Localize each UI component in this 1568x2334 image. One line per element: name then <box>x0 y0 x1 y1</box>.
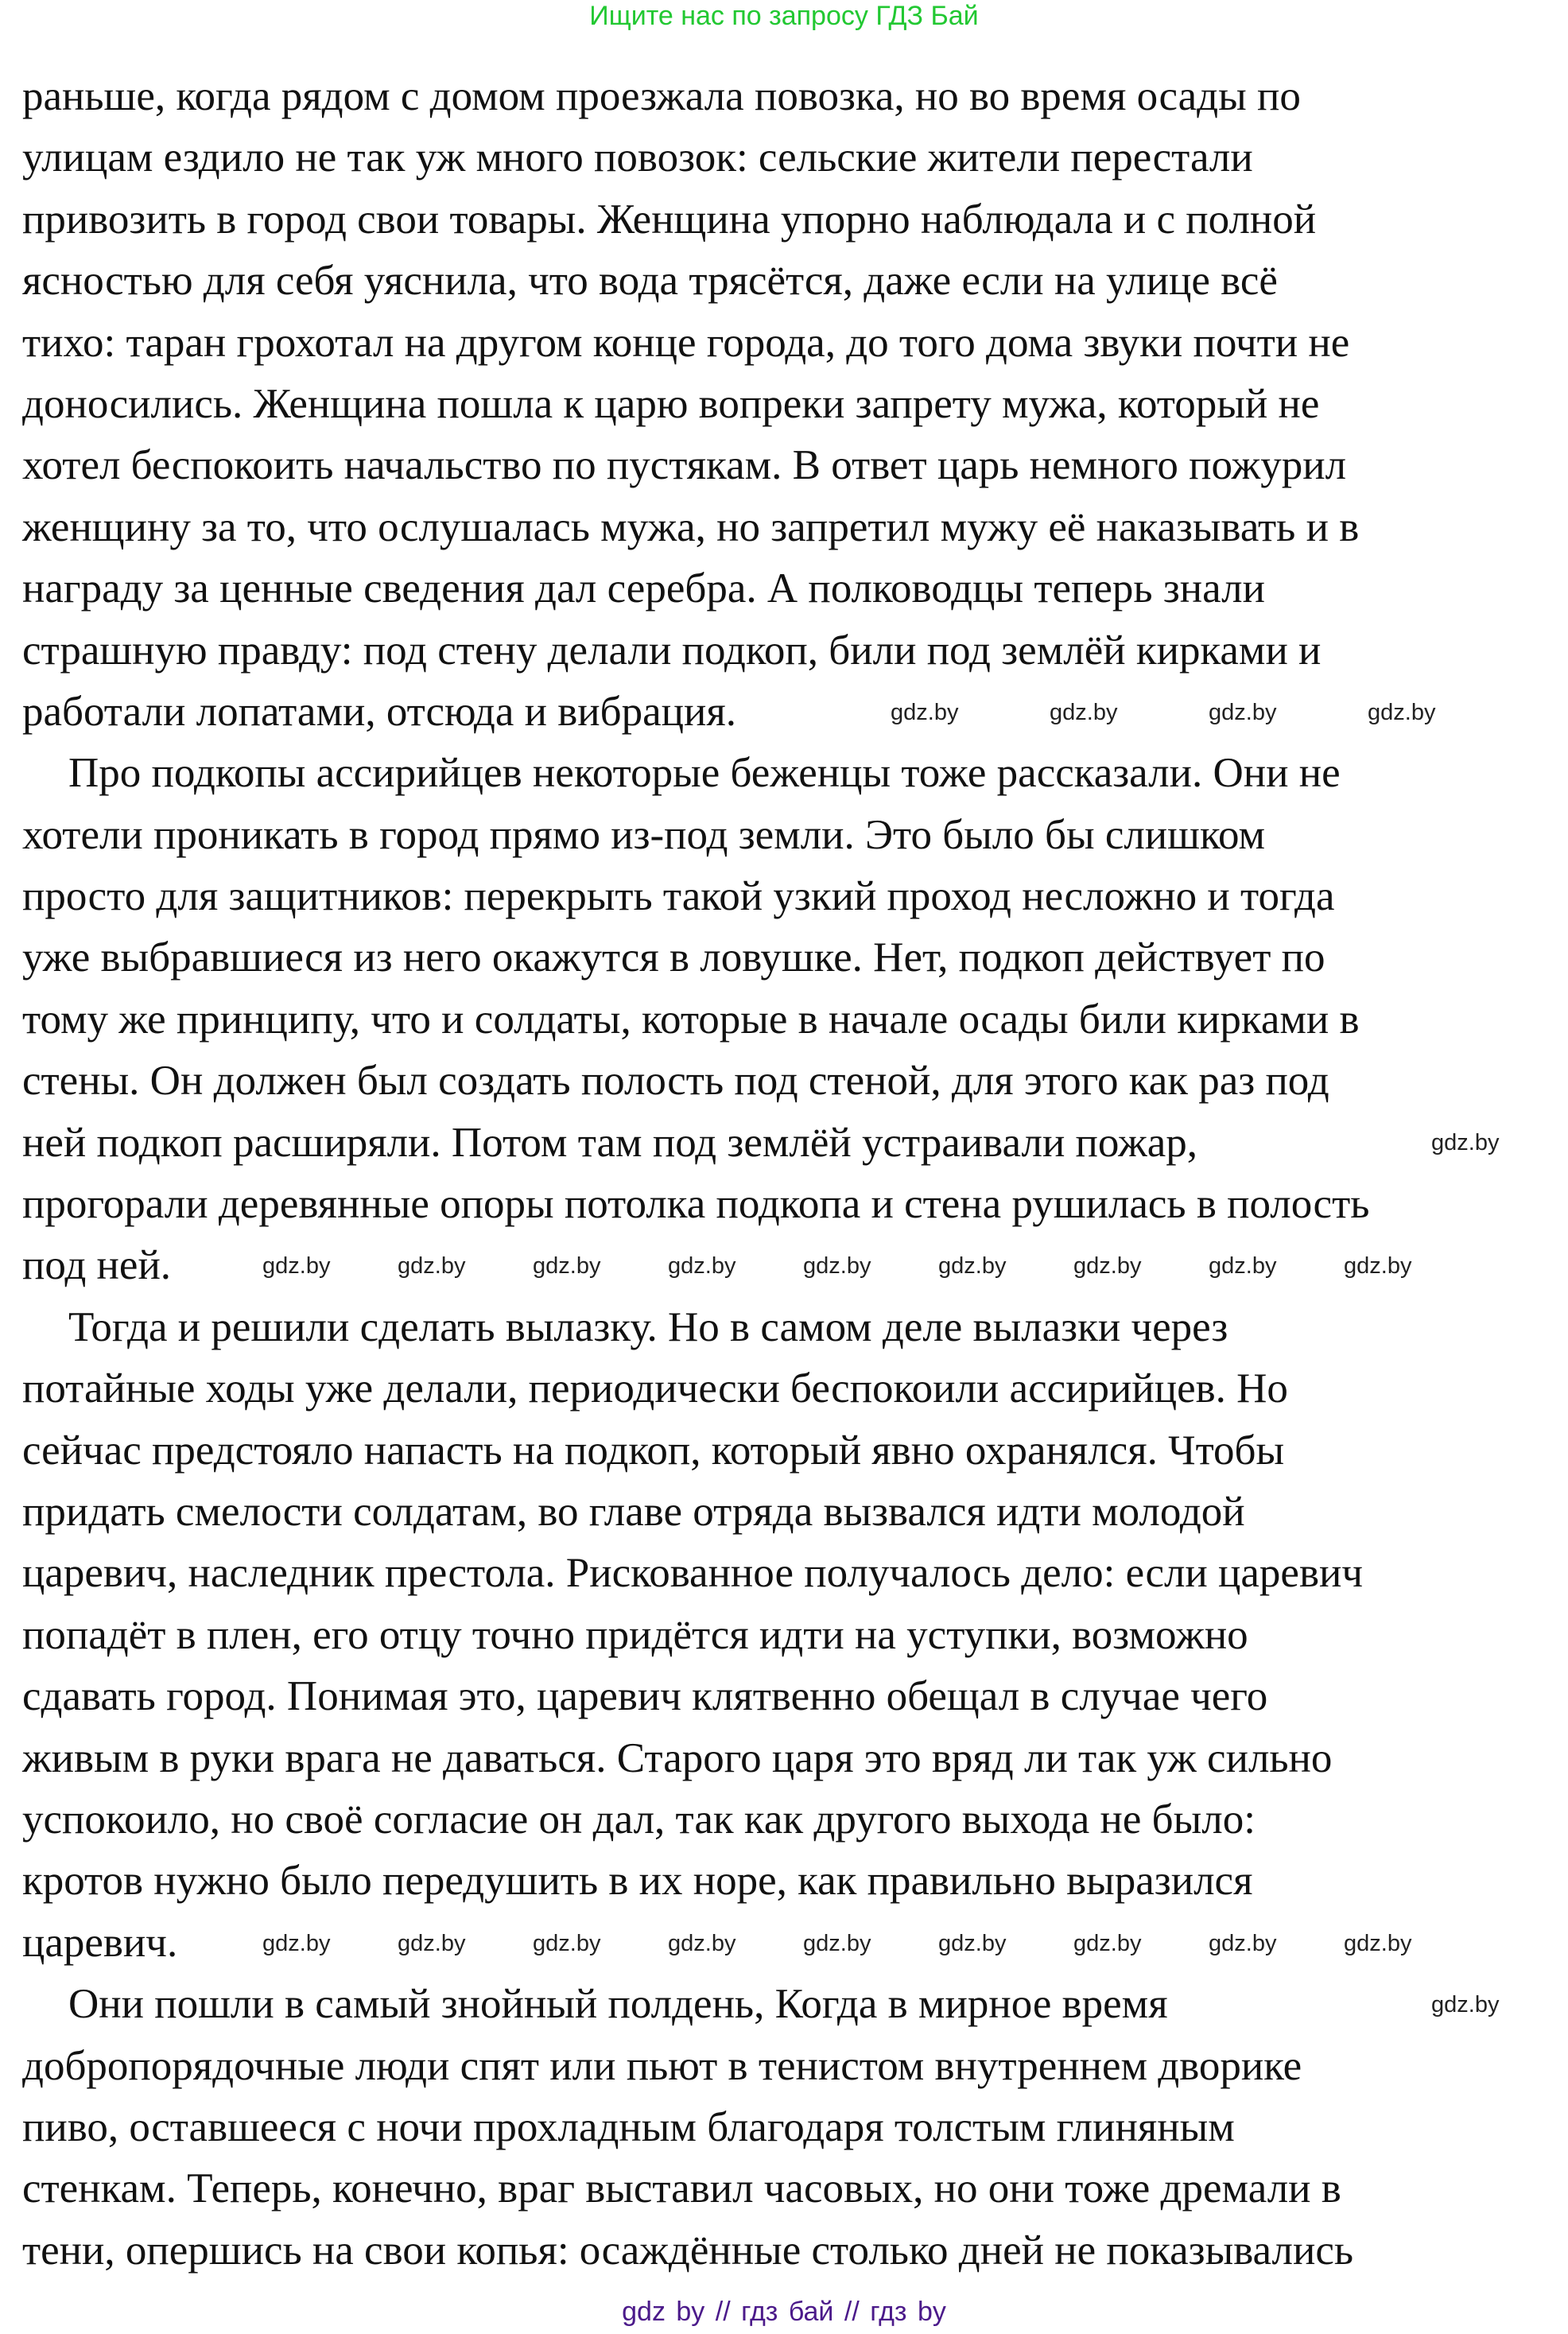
watermark: gdz.by <box>1368 700 1436 725</box>
watermark: gdz.by <box>533 1253 601 1279</box>
watermark: gdz.by <box>1209 1931 1277 1956</box>
text-line: под ней. <box>22 1242 172 1289</box>
text-line: придать смелости солдатам, во главе отряда вызвался идти молодой <box>22 1488 1245 1535</box>
watermark: gdz.by <box>1209 1253 1277 1279</box>
text-line: стенкам. Теперь, конечно, враг выставил часовых, но они тоже дремали в <box>22 2165 1341 2212</box>
text-line: успокоило, но своё согласие он дал, так как другого выхода не было: <box>22 1796 1256 1843</box>
text-line: сдавать город. Понимая это, царевич клятвенно обещал в случае чего <box>22 1673 1268 1720</box>
watermark: gdz.by <box>1431 1992 1500 2017</box>
text-line: раньше, когда рядом с домом проезжала повозка, но во время осады по <box>22 73 1301 119</box>
text-line: царевич, наследник престола. Рискованное получалось дело: если царевич <box>22 1550 1363 1597</box>
watermark: gdz.by <box>1073 1253 1142 1279</box>
watermark: gdz.by <box>1050 700 1118 725</box>
text-line: Они пошли в самый знойный полдень, Когда в мирное время <box>68 1981 1168 2028</box>
text-line: добропорядочные люди спят или пьют в тенистом внутреннем дворике <box>22 2042 1302 2089</box>
watermark: gdz.by <box>1073 1931 1142 1956</box>
text-line: сейчас предстояло напасть на подкоп, который явно охранялся. Чтобы <box>22 1427 1285 1474</box>
watermark: gdz.by <box>803 1253 871 1279</box>
watermark: gdz.by <box>398 1253 466 1279</box>
text-line: кротов нужно было передушить в их норе, как правильно выразился <box>22 1858 1253 1905</box>
text-line: царевич. <box>22 1919 178 1966</box>
watermark: gdz.by <box>668 1931 736 1956</box>
watermark: gdz.by <box>938 1253 1007 1279</box>
watermark: gdz.by <box>533 1931 601 1956</box>
text-line: живым в руки врага не даваться. Старого царя это вряд ли так уж сильно <box>22 1734 1333 1781</box>
watermark: gdz.by <box>398 1931 466 1956</box>
watermark: gdz.by <box>668 1253 736 1279</box>
footer-links: gdz by // гдз бай // гдз by <box>622 2297 946 2327</box>
text-line: прогорали деревянные опоры потолка подкопа и стена рушилась в полость <box>22 1181 1370 1228</box>
text-line: тому же принципу, что и солдаты, которые в начале осады били кирками в <box>22 996 1360 1043</box>
text-line: уже выбравшиеся из него окажутся в ловушке. Нет, подкоп действует по <box>22 934 1325 981</box>
text-line: ясностью для себя уяснила, что вода трясётся, даже если на улице всё <box>22 258 1278 305</box>
watermark: gdz.by <box>262 1253 331 1279</box>
text-line: пиво, оставшееся с ночи прохладным благодаря толстым глиняным <box>22 2103 1235 2150</box>
text-line: тихо: таран грохотал на другом конце города, до того дома звуки почти не <box>22 319 1350 366</box>
watermark: gdz.by <box>891 700 959 725</box>
watermark: gdz.by <box>1344 1253 1412 1279</box>
text-line: хотел беспокоить начальство по пустякам. В ответ царь немного пожурил <box>22 442 1347 489</box>
text-line: Про подкопы ассирийцев некоторые беженцы тоже рассказали. Они не <box>68 750 1341 797</box>
text-line: награду за ценные сведения дал серебра. А полководцы теперь знали <box>22 565 1265 612</box>
text-line: Тогда и решили сделать вылазку. Но в самом деле вылазки через <box>68 1303 1228 1350</box>
watermark: gdz.by <box>1344 1931 1412 1956</box>
watermark: gdz.by <box>803 1931 871 1956</box>
watermark: gdz.by <box>1431 1130 1500 1155</box>
text-line: страшную правду: под стену делали подкоп, били под землёй кирками и <box>22 627 1322 674</box>
text-line: ней подкоп расширяли. Потом там под землёй устраивали пожар, <box>22 1119 1197 1166</box>
text-line: потайные ходы уже делали, периодически беспокоили ассирийцев. Но <box>22 1365 1288 1412</box>
text-line: тени, опершись на свои копья: осаждённые столько дней не показывались <box>22 2227 1354 2274</box>
text-line: женщину за то, что ослушалась мужа, но запретил мужу её наказывать и в <box>22 503 1360 550</box>
watermark: gdz.by <box>1209 700 1277 725</box>
text-line: доносились. Женщина пошла к царю вопреки запрету мужа, который не <box>22 380 1320 427</box>
text-line: привозить в город свои товары. Женщина упорно наблюдала и с полной <box>22 196 1317 243</box>
document-body <box>22 66 1557 2282</box>
text-line: улицам ездило не так уж много повозок: сельские жители перестали <box>22 134 1253 181</box>
text-line: хотели проникать в город прямо из-под земли. Это было бы слишком <box>22 811 1266 858</box>
text-line: стены. Он должен был создать полость под стеной, для этого как раз под <box>22 1058 1329 1105</box>
text-line: работали лопатами, отсюда и вибрация. <box>22 688 736 735</box>
watermark: gdz.by <box>938 1931 1007 1956</box>
text-line: попадёт в плен, его отцу точно придётся идти на уступки, возможно <box>22 1611 1248 1658</box>
watermark: gdz.by <box>262 1931 331 1956</box>
search-banner: Ищите нас по запросу ГДЗ Бай <box>589 1 979 31</box>
text-line: просто для защитников: перекрыть такой узкий проход несложно и тогда <box>22 873 1335 920</box>
